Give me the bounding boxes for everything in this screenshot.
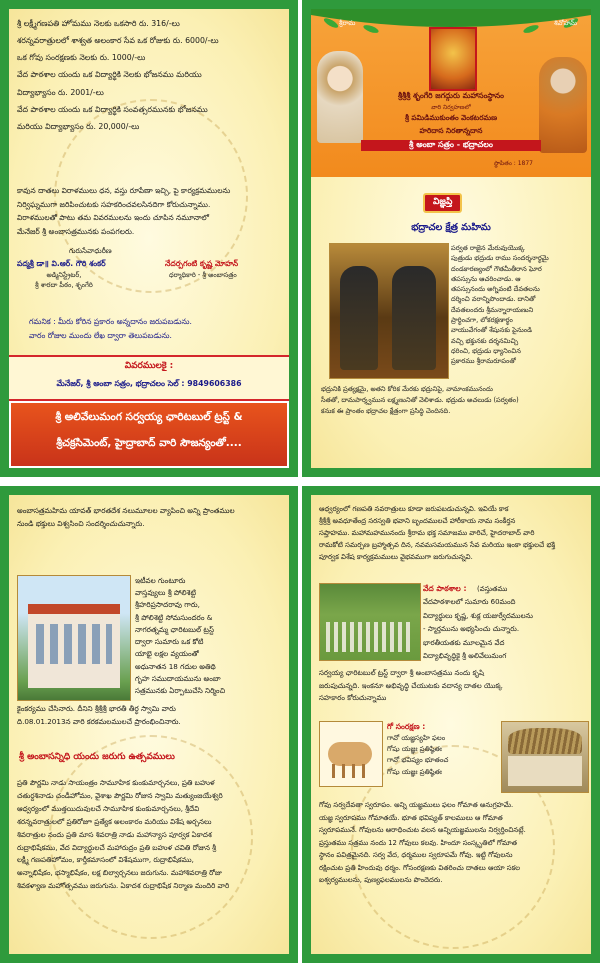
contact-title: వివరములకై :	[124, 361, 174, 371]
go-samrakshana-body: గోవు సర్వదేవతా స్వరూపం. అన్ని యజ్ఞములు ఫలం గోమాత అనుగ్రహమే. యజ్ఞ స్వరూపము గోమాతయే. భూత భవిష్యత్ కాలములు ఆ గోమాత స్వరూపమునే. గోవులను ఆరాధించుట వలన అన్నియజ్ఞములను నిర్వర్తించినట్లే. ప్రస్తుతము సత్రము నందు 12 గోవులు కలవు. హిందూ సంస్కృతిలో గోమాత స్థానం పవిత్రమైనది. సర్వ వేద, ధర్మముల స్వరూపమే గోవు. ఇట్టి గోవులను రక్షించుట ప్రతి హిందువు ధర్మం. గోసంరక్షణకు వితరించు దాతలు ఆయా సకల ఐశ్వర్యములను, పుణ్యఫలములను పొందెదరు.	[319, 801, 526, 885]
org-name-line-3: శ్రీ పమిడిముకుంతం వెంకటరమణ	[404, 113, 498, 122]
panel-guesthouse	[0, 486, 298, 963]
shed-roof	[508, 728, 582, 754]
donation-prices: శ్రీ లక్ష్మీగణపతి హోమము నెలకు ఒకసారి రు. 316/-లు శరన్నవరాత్రులలో శాశ్వత అలంకార సేవ ఒక రోజుకు రు. 6000/-లు ఒక గోవు సంరక్షణకు నెలకు రు. 1000/-లు వేద పాఠశాల యందు ఒక విద్యార్థికి నెలకు భోజనము మరియు విద్యాభ్యాసం రు. 2001/-లు వేద పాఠశాల యందు ఒక విద్యార్థికి సంవత్సరమునకు భోజనము మరియు విద్యాభ్యాసం రు. 20,000/-లు	[17, 19, 219, 131]
guru-label: గురుసేవాధురీణ	[69, 247, 112, 255]
veda-school-body: సర్వయ్య ఛారిటబుల్ ట్రస్ట్ ద్వారా శ్రీ అంబాసత్రము నందు కృషి జరుపుచున్నది. ఇంకనూ అభివృద్ధి చేయుటకు వదాన్య దాతల యొక్క సహకారం కోరుచున్నాము	[319, 669, 503, 703]
signatory-1-name: పద్మశ్రీ డా॥ వి.ఆర్. గౌరి శంకర్	[17, 259, 106, 268]
festivals-heading: శ్రీ అంబాసన్నిధి యందు జరుగు ఉత్సవములు	[19, 752, 175, 762]
intro-text: అంబాసత్రమహిమ యావత్ భారతదేశ నలుమూలల వ్యాపించి అన్ని ప్రాంతముల నుండి భక్తులు విశ్వసించి సందర్శించుచున్నారు.	[17, 506, 235, 528]
sponsor-line-2: శ్రీచక్రసిమెంట్, హైద్రాబాద్ వారి సౌజన్యంతో....	[56, 437, 242, 449]
org-name-line-4: హరిదాస నిరతాన్నదాన	[419, 126, 483, 135]
signatory-1-role: అడ్మినిస్ట్రేటర్, శ్రీ శారదా పీఠం, శృంగేరి	[35, 271, 93, 290]
go-verse: గావో యజ్ఞస్యహి ఫలం గోషు యజ్ఞః ప్రతిష్ఠితః గావో భవిష్యం భూతంచ గోషు యజ్ఞః ప్రతిష్ఠితః	[387, 734, 449, 776]
legend-text-bottom: భద్రునికి ప్రత్యక్షమై, అతని కోరిక మేరకు భద్రునిపై, వామాంకమునందు సీతతో, దామపార్శ్వమున లక్ష్మణునితో వెలిశాడు. భద్రుడు అచలుడు (పర్వతం) కనుక ఈ ప్రాంతం భద్రాచల క్షేత్రంగా ప్రసిద్ధి చెందినది.	[321, 385, 519, 416]
guesthouse-photo	[17, 575, 131, 701]
students-rows	[326, 622, 414, 652]
shed-floor	[508, 756, 582, 786]
contact-box	[9, 355, 289, 401]
building-windows	[36, 624, 112, 664]
top-right-label: శివోహమ్	[554, 19, 577, 27]
sponsor-line-1: శ్రీ అలివేలుమంగ సర్వయ్య ఛారిటబుల్ ట్రస్ట్ &	[55, 411, 243, 423]
guru-portrait-left	[317, 51, 363, 143]
veda-school-heading: వేద పాఠశాల :	[423, 584, 467, 593]
cow-image	[319, 721, 383, 787]
panel-cover	[302, 0, 600, 477]
festivals-text: ప్రతి పౌర్ణమి నాడు సాయంత్రం సామూహిక కుంకుమార్చనలు, ప్రతి బహుళ చతుర్దశినాడు చండీహోమం, వైశాఖ పౌర్ణమి రోజున స్వామి మత్యుంజయేశ్వరి ఆధ్వర్యంలో ముత్తయిదువులచే సామూహిక కుంకుమార్చనలు, శ్రీదేవి శరన్నవరాత్రులలో ప్రతిరోజూ ప్రత్యేక అలంకారం మరియు విశేష అర్చనలు శివరాత్రుల నందు ప్రతి మాస శివరాత్రి నాడు మహాన్యాస పూర్వక ఏకాదశ రుద్రాభిషేకము, వేద విద్యార్థులచే మహారుద్రం ప్రతి బహుళ చవితి రోజున శ్రీ లక్ష్మీ గణపతిహోమం, కార్తీకమాసంలో విశేషముగా, రుద్రాభిషేకము, అన్నాభిషేకం, భస్మాభిషేకం, లక్ష బిల్వార్చనలు జరుగును. మహాశివరాత్రి రోజు శివకళ్యాణ మహోత్సవము జరుగును. ఏకాదశ రుద్రాభిషేక నిర్మాణ మందిరి వారి	[17, 778, 230, 891]
cowshed-photo	[501, 721, 589, 793]
note-text: గమనిక : మీరు కోరిన ప్రకారం అన్నదానం జరుపబడును. వారం రోజుల ముందు లేఖ ద్వారా తెలుపబడును.	[29, 317, 192, 341]
events-text: ఆధ్వర్యంలో గణపతి నవరాత్రులు కూడా జరుపబడుచున్నవి. ఇవియే కాక శ్రీశ్రీశ్రీ అవధూతేంద్ర సరస్వతి భవాని బృందములచే హారీకాయ నామ సంకీర్తన సప్తాహము. మహామహమునందు శ్రీరామ భక్త సమాజము వారిచే, హైదరాబాద్ వారి రామకోటి సమర్పణ బ్రహ్మాత్సవ దిన, నవమసమయమున సేవ మరియు ఇంకా భక్తులచే భక్తి పూర్వక విశేష కార్యక్రమములు వైభవముగా జరుగుచున్నవి.	[319, 505, 556, 562]
guesthouse-text-after: కైంకర్యము చేసినారు. దీనిని శ్రీశ్రీశ్రీ భారతీ తీర్థ స్వామి వారు ది.08.01.2013న వారి కరకమలములచే ప్రారంభించినారు.	[17, 704, 181, 726]
panel-veda-gosamrakshana	[302, 486, 600, 963]
goddess-image	[429, 27, 477, 91]
section-heading: భద్రాచల క్షేత్ర మహిమ	[411, 222, 491, 233]
signatory-2-name: నేదర్పగంటి కృష్ణ మోహన్	[165, 259, 239, 268]
establishment-year: స్థాపితం : 1877	[493, 160, 533, 167]
deity-figure-right	[392, 266, 436, 370]
contact-line: మేనేజర్, శ్రీ అంబా సత్రం, భద్రాచలం సెల్ : 9849606386	[56, 379, 242, 388]
cover-header	[311, 9, 591, 177]
org-name-line-1: శ్రీశ్రీశ్రీ శృంగేరి జగద్గురు మహాసంస్థానం	[398, 91, 504, 100]
guesthouse-text-side: ఇటీవల గుంటూరు వాస్తవ్యులు శ్రీ పోలిశెట్టి శ్రీహరిప్రసాదరావు గారు, శ్రీ పోలిశెట్టి సోమసుందరం & నాగరత్నమ్మ ఛారిటబుల్ ట్రస్ట్ ద్వారా సుమారు ఒక కోటి యాభై లక్షల వ్యయంతో అధునాతన 18 గదుల అతిథి గృహ సముదాయమును అంబా సత్రమునకు ఏర్పాటుచేసి నిర్మించి	[135, 576, 226, 696]
legend-text-side: పర్వత రాజైన మేరువుయొక్క పుత్రుడు భద్రుడు రాము సందర్శనార్థమై దండకారణ్యంలో గౌతమీతీరాన ఘోర తపస్సును ఆచరించాడు. ఆ తపస్సునందు అగ్నివంటి దేవతలను దర్శించి వరాన్నిపొందాడు. దానితో దేవతలందరు శ్రీమన్నారాయణుని ప్రార్థించగా, లోకరక్షణార్థం వాయువేగంతో శేషునకు పైనుండి వచ్చి భక్తునకు దర్శనమిచ్చి ధరించి, భద్రుడు ధ్యానించిన ప్రకారము శ్రీరామరూపంతో	[451, 244, 549, 366]
org-name-line-5: శ్రీ అంబా సత్రం - భద్రాచలం	[361, 140, 541, 151]
appeal-badge: విజ్ఞప్తి	[423, 193, 462, 213]
appeal-text: కావున దాతలు విరాళములు ధన, వస్తు రూపేణా ఇచ్చి, పై కార్యక్రమములను నిర్విఘ్నముగా జరిపించుటకు సహకరించవలసినదిగా కోరుచున్నాము. విరాళములతో పాటు తమ వివరములను ఇందు చూపిన నమూనాలో మేనేజర్ శ్రీ అంబాసత్రమునకు పంపగలరు.	[17, 186, 231, 237]
cow-body	[328, 742, 372, 766]
signatory-2-role: ధర్మాధికారి - శ్రీ అంబాసత్రం	[169, 271, 237, 279]
go-samrakshana-heading: గో సంరక్షణ :	[387, 722, 426, 731]
veda-school-side: (వస్తుతము వేదపాఠశాలలో సుమారు 60మంది విద్యార్థులు కృష్ణ, శుక్ల యజుర్వేదములను - స్మార్తమును అభ్యసించు చున్నారు. భారతీయతకు మూలమైన వేద విద్యాభివృద్ధికై శ్రీ అలివేలుమంగ	[423, 585, 533, 661]
org-name-line-2: వారి నిర్వహణలో	[431, 104, 471, 111]
sponsor-banner	[9, 401, 289, 468]
guru-portrait-right	[539, 57, 587, 153]
deity-photo	[329, 243, 449, 379]
cow-legs	[332, 764, 370, 778]
panel-donation-info	[0, 0, 298, 477]
veda-students-photo	[319, 583, 421, 661]
deity-figure-left	[340, 266, 378, 370]
top-left-label: శ్రీరామ	[339, 19, 356, 27]
